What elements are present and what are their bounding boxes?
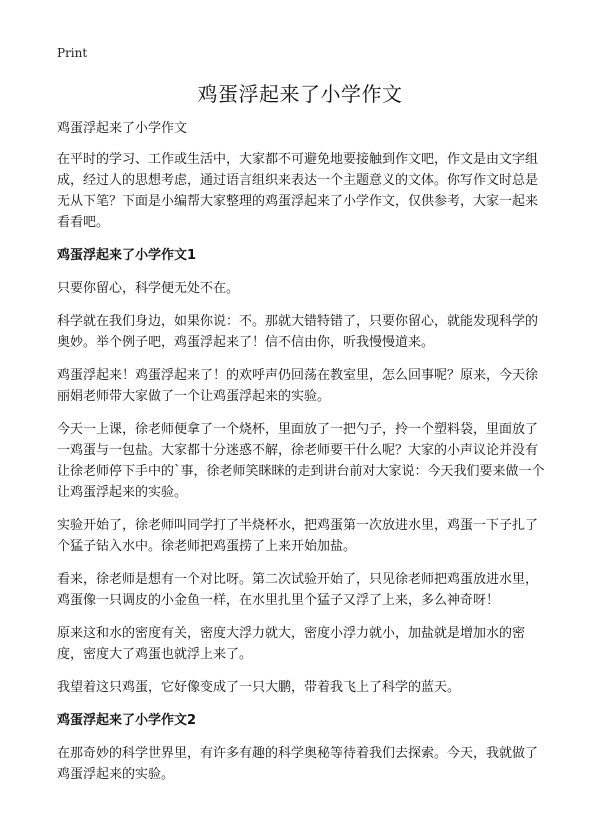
paragraph: 在那奇妙的科学世界里，有许多有趣的科学奥秘等待着我们去探索。今天，我就做了鸡蛋浮起来的实验。	[57, 746, 539, 782]
paragraph: 我望着这只鸡蛋，它好像变成了一只大鹏，带着我飞上了科学的蓝天。	[57, 680, 461, 695]
paragraph: 只要你留心，科学便无处不在。	[57, 281, 240, 296]
paragraph: 科学就在我们身边，如果你说：不。那就大错特错了，只要你留心，就能发现科学的奥妙。举个例子吧，鸡蛋浮起来了！信不信由你，听我慢慢道来。	[57, 314, 539, 350]
article-body	[57, 118, 547, 797]
print-link[interactable]: Print	[57, 46, 88, 60]
paragraph: 鸡蛋浮起来！鸡蛋浮起来了！的欢呼声仍回荡在教室里，怎么回事呢？原来，今天徐丽娟老师带大家做了一个让鸡蛋浮起来的实验。	[57, 368, 539, 404]
paragraph: 实验开始了，徐老师叫同学打了半烧杯水，把鸡蛋第一次放进水里，鸡蛋一下子扎了个猛子钻入水中。徐老师把鸡蛋捞了上来开始加盐。	[57, 518, 539, 554]
paragraph: 看来，徐老师是想有一个对比呀。第二次试验开始了，只见徐老师把鸡蛋放进水里，鸡蛋像一只调皮的小金鱼一样，在水里扎里个猛子又浮了上来，多么神奇呀！	[57, 572, 539, 608]
article-subtitle: 鸡蛋浮起来了小学作文	[57, 121, 188, 136]
paragraph: 今天一上课，徐老师便拿了一个烧杯，里面放了一把勺子，拎一个塑料袋，里面放了一鸡蛋与一包盐。大家都十分迷惑不解，徐老师要干什么呢？大家的小声议论并没有让徐老师停下手中的`事，徐老师笑眯眯的走到讲台前对大家说：今天我们要来做一个让鸡蛋浮起来的实验。	[57, 422, 545, 500]
section-heading-2: 鸡蛋浮起来了小学作文2	[57, 713, 197, 728]
page-title: 鸡蛋浮起来了小学作文	[197, 82, 403, 106]
paragraph: 原来这和水的密度有关，密度大浮力就大，密度小浮力就小，加盐就是增加水的密度，密度大了鸡蛋也就浮上来了。	[57, 626, 526, 662]
intro-paragraph: 在平时的学习、工作或生活中，大家都不可避免地要接触到作文吧，作文是由文字组成，经过人的思想考虑，通过语言组织来表达一个主题意义的文体。你写作文时总是无从下笔？下面是小编帮大家整理的鸡蛋浮起来了小学作文，仅供参考，大家一起来看看吧。	[57, 152, 539, 230]
section-heading-1: 鸡蛋浮起来了小学作文1	[57, 248, 197, 263]
